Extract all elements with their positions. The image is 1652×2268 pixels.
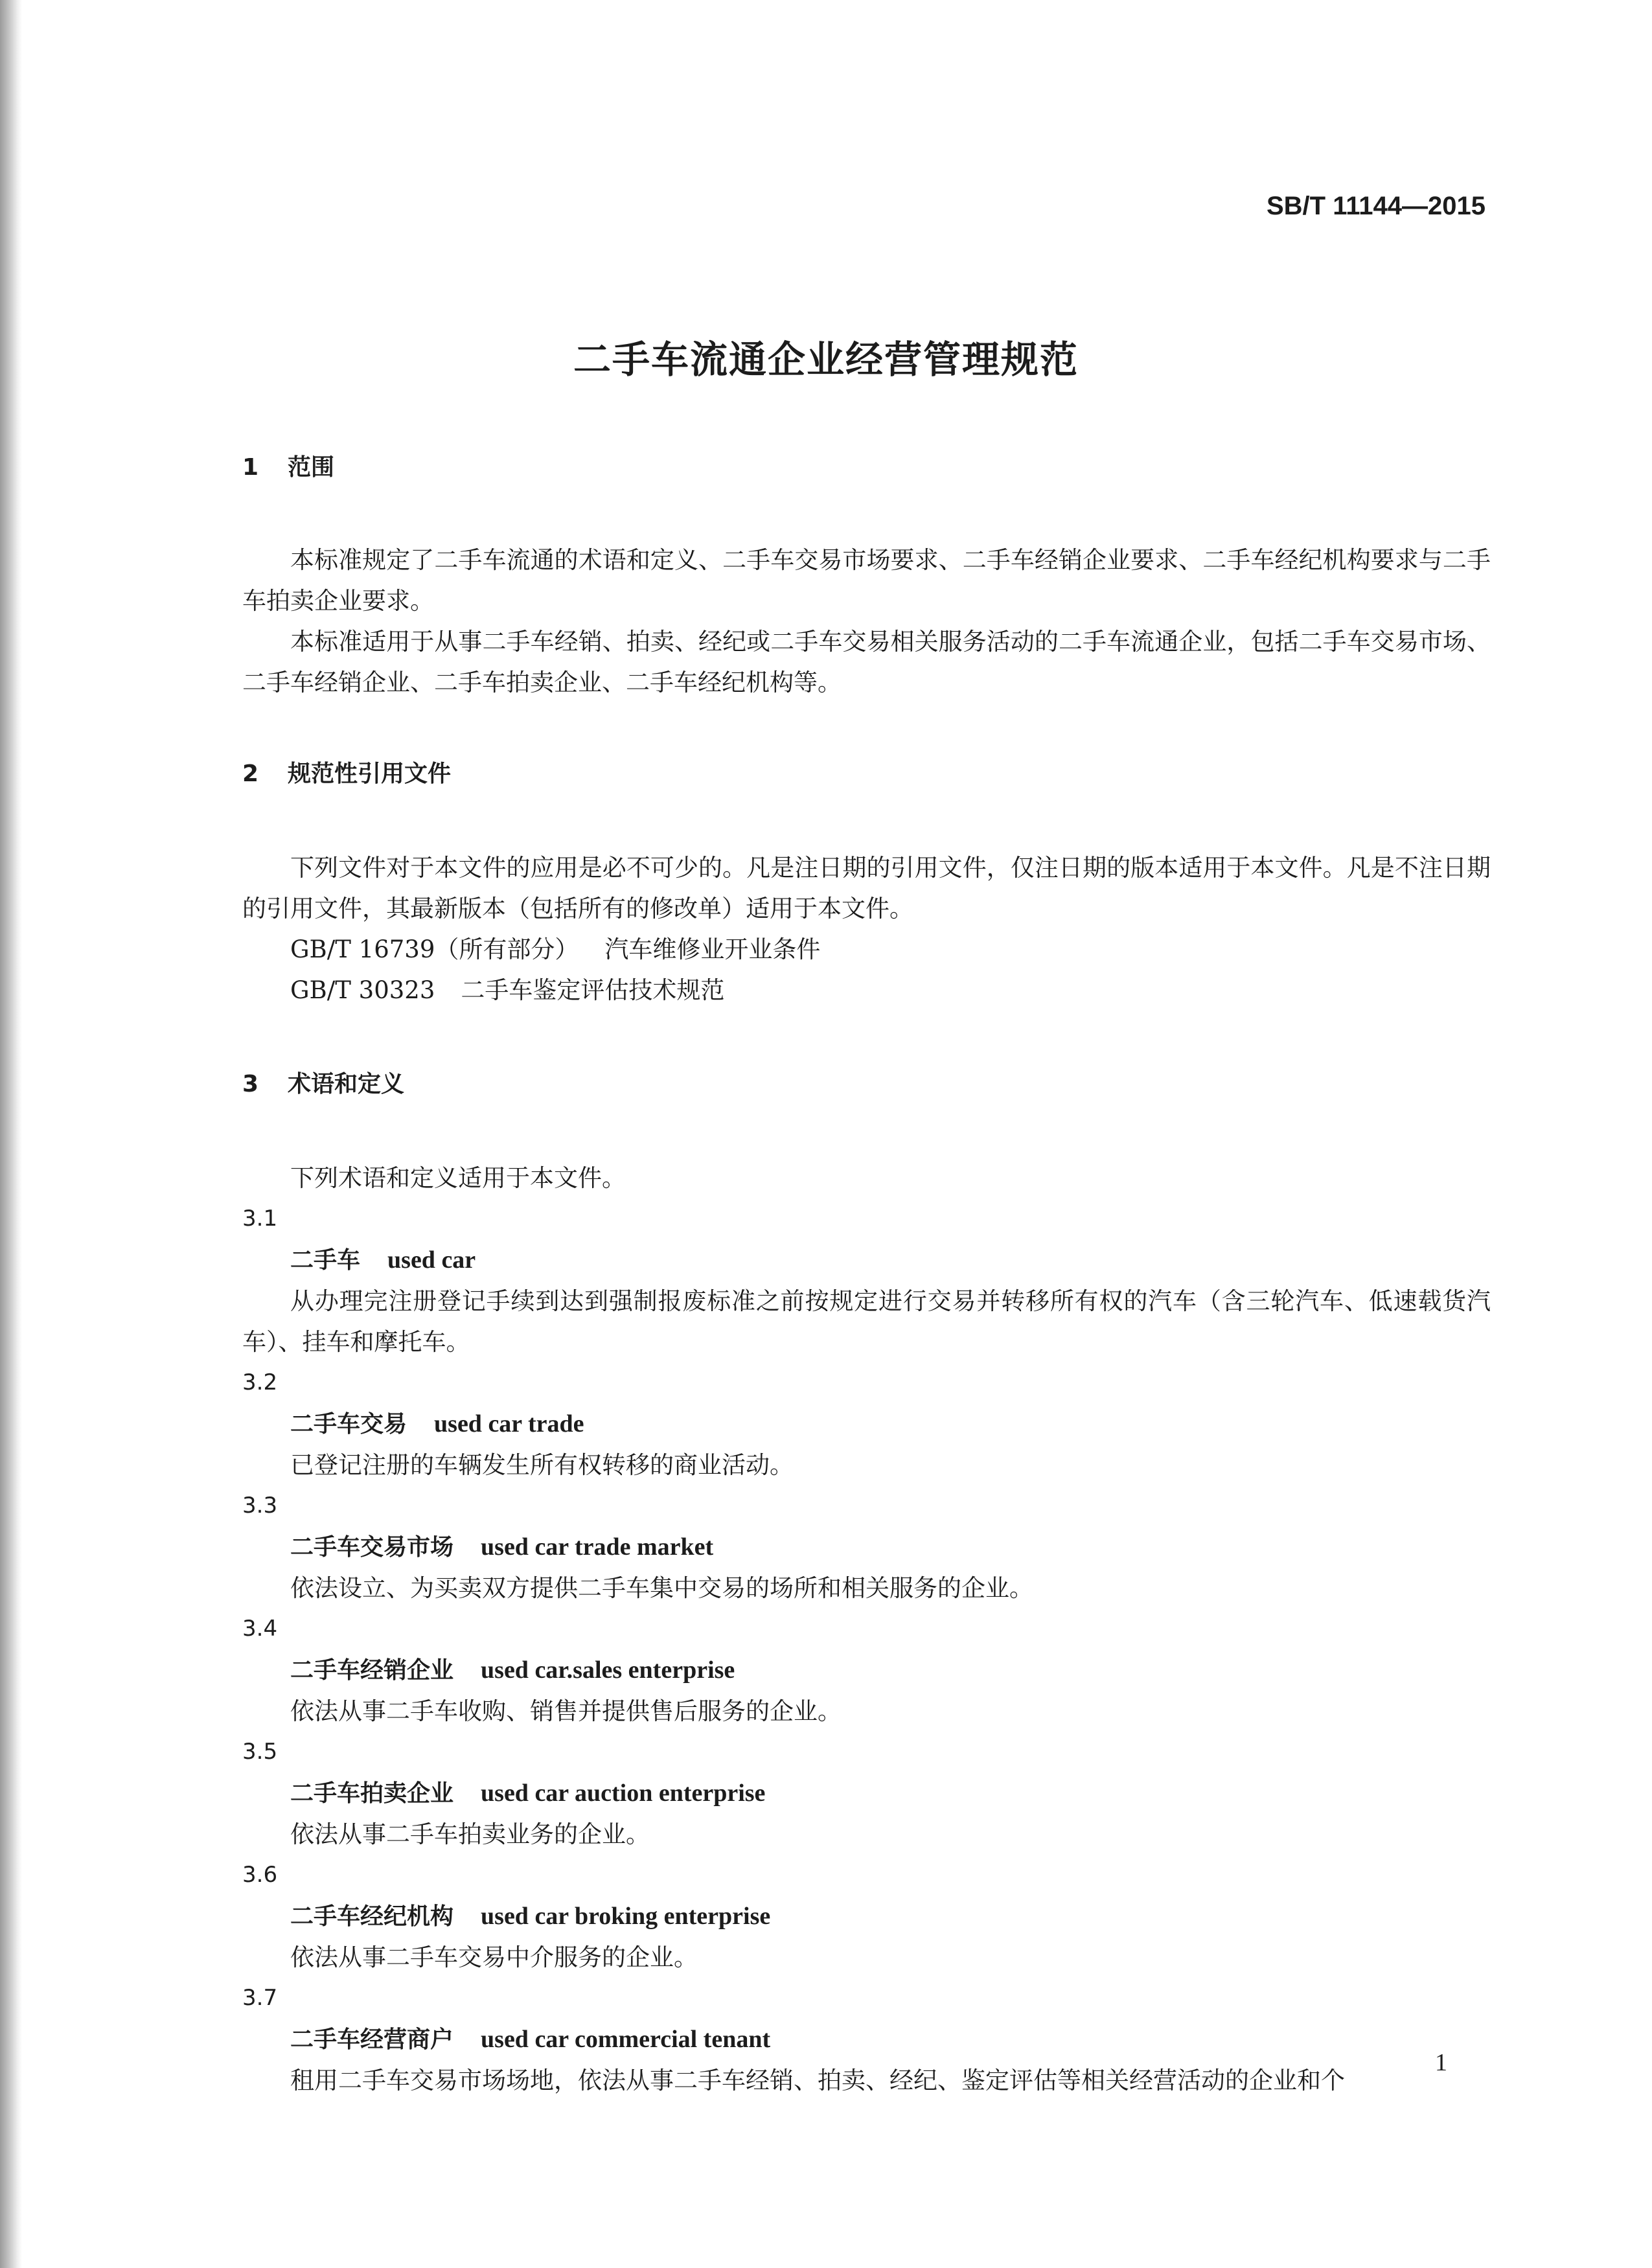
terms-intro: 下列术语和定义适用于本文件。 xyxy=(290,1164,626,1192)
term-entry xyxy=(242,1855,1491,1978)
section-number: 3 xyxy=(242,1071,259,1097)
section-heading-scope xyxy=(242,447,1491,488)
term-definition: 租用二手车交易市场场地，依法从事二手车经销、拍卖、经纪、鉴定评估等相关经营活动的企业和个 xyxy=(290,2067,1345,2094)
term-zh: 二手车 xyxy=(290,1247,361,1274)
section-title: 术语和定义 xyxy=(288,1071,405,1097)
term-definition: 从办理完注册登记手续到达到强制报废标准之前按规定进行交易并转移所有权的汽车（含三轮汽车、低速载货汽车）、挂车和摩托车。 xyxy=(242,1287,1491,1356)
term-heading xyxy=(242,1772,1491,1814)
term-definition: 依法从事二手车交易中介服务的企业。 xyxy=(290,1943,698,1971)
scope-paragraph: 本标准适用于从事二手车经销、拍卖、经纪或二手车交易相关服务活动的二手车流通企业，包括二手车交易市场、二手车经销企业、二手车拍卖企业、二手车经纪机构等。 xyxy=(242,628,1491,696)
reference-code: GB/T 16739（所有部分） xyxy=(290,935,579,963)
term-entry xyxy=(242,1485,1491,1609)
term-heading xyxy=(242,2019,1491,2060)
reference-item xyxy=(242,929,1491,970)
term-number: 3.2 xyxy=(242,1369,278,1395)
standard-code: SB/T 11144—2015 xyxy=(1266,192,1486,220)
term-zh: 二手车交易 xyxy=(290,1411,407,1438)
term-en: used car xyxy=(387,1246,476,1274)
reference-title: 二手车鉴定评估技术规范 xyxy=(461,976,725,1004)
reference-item xyxy=(242,970,1491,1011)
reference-code: GB/T 30323 xyxy=(290,976,435,1004)
term-entry xyxy=(242,1362,1491,1485)
term-zh: 二手车经销企业 xyxy=(290,1657,454,1684)
references-intro: 下列文件对于本文件的应用是必不可少的。凡是注日期的引用文件，仅注日期的版本适用于本文件。凡是不注日期的引用文件，其最新版本（包括所有的修改单）适用于本文件。 xyxy=(242,854,1491,922)
term-en: used car auction enterprise xyxy=(481,1780,766,1807)
term-heading xyxy=(242,1239,1491,1281)
term-definition: 依法从事二手车收购、销售并提供售后服务的企业。 xyxy=(290,1697,842,1725)
term-number: 3.3 xyxy=(242,1493,278,1518)
reference-title: 汽车维修业开业条件 xyxy=(604,935,821,963)
term-entry xyxy=(242,1732,1491,1855)
scope-paragraph: 本标准规定了二手车流通的术语和定义、二手车交易市场要求、二手车经销企业要求、二手车经纪机构要求与二手车拍卖企业要求。 xyxy=(242,546,1491,615)
term-entry xyxy=(242,1198,1491,1362)
section-title: 规范性引用文件 xyxy=(288,761,452,787)
section-heading-terms xyxy=(242,1064,1491,1105)
term-definition: 已登记注册的车辆发生所有权转移的商业活动。 xyxy=(290,1451,794,1479)
term-definition: 依法从事二手车拍卖业务的企业。 xyxy=(290,1820,650,1848)
term-number: 3.5 xyxy=(242,1739,278,1765)
term-en: used car trade market xyxy=(481,1533,714,1561)
term-en: used car trade xyxy=(434,1410,584,1438)
section-heading-normative-references xyxy=(242,753,1491,794)
term-zh: 二手车交易市场 xyxy=(290,1534,454,1561)
term-en: used car broking enterprise xyxy=(481,1903,771,1930)
term-zh: 二手车经营商户 xyxy=(290,2026,454,2053)
document-body xyxy=(242,447,1491,2101)
term-heading xyxy=(242,1526,1491,1568)
term-zh: 二手车经纪机构 xyxy=(290,1903,454,1930)
document-title: 二手车流通企业经营管理规范 xyxy=(573,338,1079,382)
section-title: 范围 xyxy=(288,454,335,481)
page-number: 1 xyxy=(1435,2049,1447,2076)
term-number: 3.1 xyxy=(242,1206,278,1231)
term-number: 3.7 xyxy=(242,1985,278,2011)
term-en: used car commercial tenant xyxy=(481,2026,771,2053)
term-definition: 依法设立、为买卖双方提供二手车集中交易的场所和相关服务的企业。 xyxy=(290,1574,1033,1602)
term-heading xyxy=(242,1896,1491,1937)
section-number: 2 xyxy=(242,761,259,787)
term-zh: 二手车拍卖企业 xyxy=(290,1780,454,1807)
term-heading xyxy=(242,1403,1491,1445)
term-heading xyxy=(242,1649,1491,1691)
term-number: 3.6 xyxy=(242,1862,278,1888)
term-entry xyxy=(242,1609,1491,1732)
term-en: used car.sales enterprise xyxy=(481,1656,735,1684)
term-number: 3.4 xyxy=(242,1616,278,1642)
section-number: 1 xyxy=(242,454,259,481)
term-entry xyxy=(242,1978,1491,2101)
